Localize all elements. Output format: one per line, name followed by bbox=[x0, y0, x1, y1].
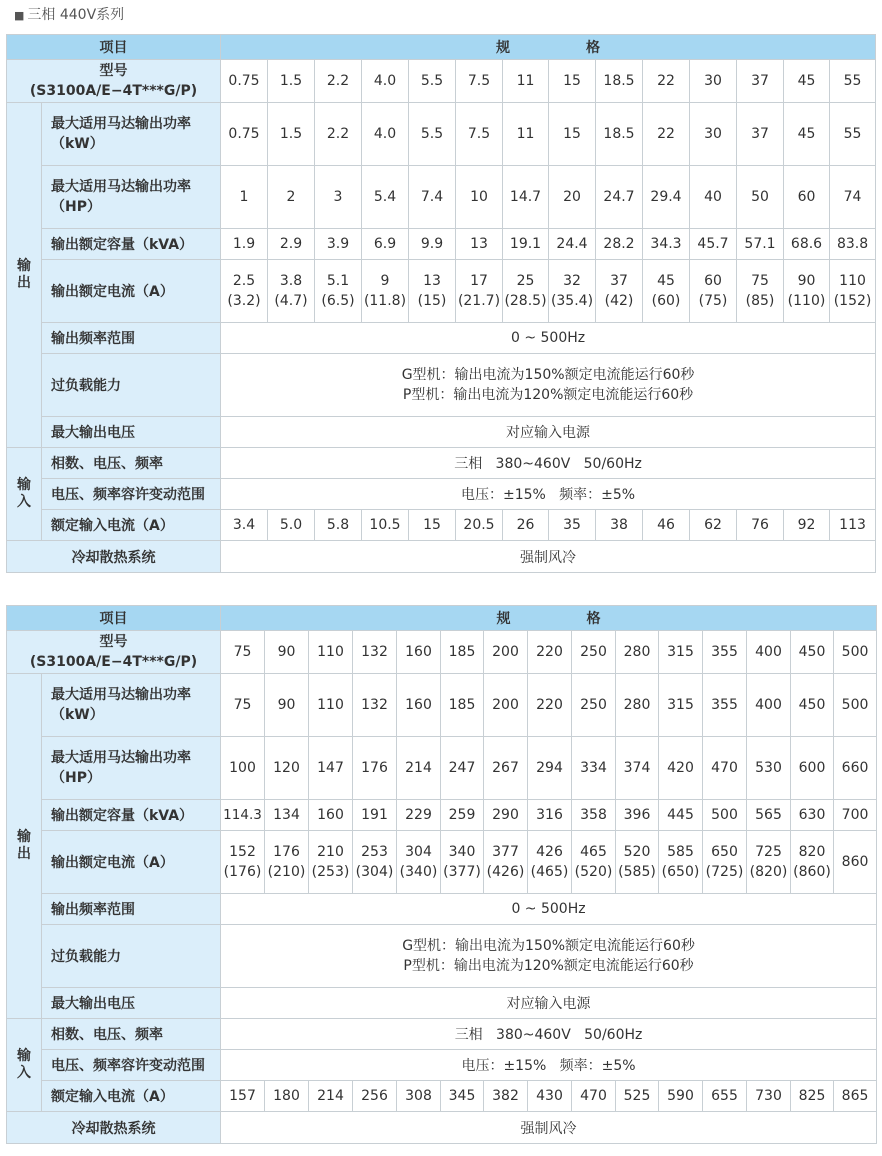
table-cell: 2.9 bbox=[268, 229, 315, 260]
table-cell: 470 bbox=[703, 737, 747, 800]
table-cell: 315 bbox=[659, 674, 703, 737]
table-cell: 820 (860) bbox=[791, 831, 834, 894]
table-cell: 75 bbox=[221, 674, 265, 737]
table-cell: 62 bbox=[690, 510, 737, 541]
phase-label: 相数、电压、频率 bbox=[42, 448, 221, 479]
tolerance-value: 电压：±15% 频率：±5% bbox=[221, 479, 876, 510]
cooling-row bbox=[7, 541, 876, 573]
table-cell: 7.5 bbox=[456, 103, 503, 166]
table-cell: 90 (110) bbox=[784, 260, 830, 323]
table-cell: 450 bbox=[791, 631, 834, 674]
table-cell: 565 bbox=[747, 800, 791, 831]
table-cell: 470 bbox=[572, 1081, 616, 1112]
table-cell: 400 bbox=[747, 631, 791, 674]
table-cell: 147 bbox=[309, 737, 353, 800]
table-cell: 355 bbox=[703, 631, 747, 674]
spec-table-1 bbox=[6, 34, 876, 573]
table-cell: 220 bbox=[528, 674, 572, 737]
tolerance-value: 电压：±15% 频率：±5% bbox=[221, 1050, 877, 1081]
table-cell: 730 bbox=[747, 1081, 791, 1112]
table-cell: 176 bbox=[353, 737, 397, 800]
max-kw-label: 最大适用马达输出功率 （kW） bbox=[42, 103, 221, 166]
table-cell: 74 bbox=[830, 166, 876, 229]
table-cell: 7.4 bbox=[409, 166, 456, 229]
table-cell: 250 bbox=[572, 631, 616, 674]
table-cell: 20 bbox=[549, 166, 596, 229]
model-label-text: 型号 bbox=[99, 634, 128, 650]
table-cell: 46 bbox=[643, 510, 690, 541]
table-cell: 358 bbox=[572, 800, 616, 831]
spec-header-a: 规 bbox=[496, 611, 511, 627]
max-hp-row bbox=[7, 166, 876, 229]
table-cell: 37 bbox=[737, 103, 784, 166]
table-cell: 55 bbox=[830, 60, 876, 103]
table-cell: 200 bbox=[484, 631, 528, 674]
freq-range-value: 0 ~ 500Hz bbox=[221, 323, 876, 354]
item-header: 项目 bbox=[7, 35, 221, 60]
table-cell: 92 bbox=[784, 510, 830, 541]
table-cell: 120 bbox=[265, 737, 309, 800]
table-cell: 60 (75) bbox=[690, 260, 737, 323]
table-cell: 334 bbox=[572, 737, 616, 800]
max-voltage-label: 最大输出电压 bbox=[42, 988, 221, 1019]
freq-range-label: 输出频率范围 bbox=[42, 894, 221, 925]
table-cell: 214 bbox=[397, 737, 441, 800]
table-cell: 220 bbox=[528, 631, 572, 674]
table-cell: 180 bbox=[265, 1081, 309, 1112]
max-voltage-value: 对应输入电源 bbox=[221, 417, 876, 448]
table-cell: 660 bbox=[834, 737, 877, 800]
table-cell: 5.5 bbox=[409, 103, 456, 166]
table-cell: 185 bbox=[441, 674, 484, 737]
table-cell: 530 bbox=[747, 737, 791, 800]
table-cell: 210 (253) bbox=[309, 831, 353, 894]
table-cell: 865 bbox=[834, 1081, 877, 1112]
table-cell: 25 (28.5) bbox=[503, 260, 549, 323]
input-group-label: 输入 bbox=[7, 1019, 42, 1112]
table-cell: 520 (585) bbox=[616, 831, 659, 894]
header-row bbox=[7, 606, 877, 631]
table-cell: 14.7 bbox=[503, 166, 549, 229]
tolerance-label: 电压、频率容许变动范围 bbox=[42, 1050, 221, 1081]
max-voltage-label: 最大输出电压 bbox=[42, 417, 221, 448]
max-hp-label: 最大适用马达输出功率 （HP） bbox=[42, 737, 221, 800]
output-current-row bbox=[7, 831, 877, 894]
overload-value: G型机：输出电流为150%额定电流能运行60秒 P型机：输出电流为120%额定电流能运行60秒 bbox=[221, 925, 877, 988]
table-cell: 590 bbox=[659, 1081, 703, 1112]
table-cell: 229 bbox=[397, 800, 441, 831]
phase-row bbox=[7, 1019, 877, 1050]
table-cell: 465 (520) bbox=[572, 831, 616, 894]
model-label bbox=[7, 631, 221, 674]
table-cell: 6.9 bbox=[362, 229, 409, 260]
kva-row bbox=[7, 229, 876, 260]
table-cell: 45 (60) bbox=[643, 260, 690, 323]
phase-value: 三相 380~460V 50/60Hz bbox=[221, 1019, 877, 1050]
header-row bbox=[7, 35, 876, 60]
table-cell: 585 (650) bbox=[659, 831, 703, 894]
output-group-label: 输出 bbox=[7, 103, 42, 448]
phase-row bbox=[7, 448, 876, 479]
table-cell: 316 bbox=[528, 800, 572, 831]
table-cell: 100 bbox=[221, 737, 265, 800]
kva-label: 输出额定容量（kVA） bbox=[42, 229, 221, 260]
square-bullet-icon: ■ bbox=[14, 9, 25, 22]
cooling-label: 冷却散热系统 bbox=[7, 541, 221, 573]
table-cell: 30 bbox=[690, 60, 737, 103]
table-cell: 32 (35.4) bbox=[549, 260, 596, 323]
table-cell: 259 bbox=[441, 800, 484, 831]
table-cell: 355 bbox=[703, 674, 747, 737]
page-title-text: 三相 440V系列 bbox=[27, 7, 125, 23]
table-cell: 160 bbox=[397, 674, 441, 737]
table-cell: 90 bbox=[265, 631, 309, 674]
table-cell: 450 bbox=[791, 674, 834, 737]
table-cell: 176 (210) bbox=[265, 831, 309, 894]
page-title bbox=[14, 6, 124, 25]
table-cell: 426 (465) bbox=[528, 831, 572, 894]
table-cell: 57.1 bbox=[737, 229, 784, 260]
table-cell: 50 bbox=[737, 166, 784, 229]
output-group-label: 输出 bbox=[7, 674, 42, 1019]
output-current-row bbox=[7, 260, 876, 323]
table-cell: 315 bbox=[659, 631, 703, 674]
model-label bbox=[7, 60, 221, 103]
table-cell: 1 bbox=[221, 166, 268, 229]
table-cell: 37 bbox=[737, 60, 784, 103]
spec-header-a: 规 bbox=[496, 40, 511, 56]
table-cell: 3 bbox=[315, 166, 362, 229]
table-cell: 420 bbox=[659, 737, 703, 800]
input-current-label: 额定输入电流（A） bbox=[42, 1081, 221, 1112]
table-cell: 157 bbox=[221, 1081, 265, 1112]
table-cell: 60 bbox=[784, 166, 830, 229]
table-cell: 2.5 (3.2) bbox=[221, 260, 268, 323]
table-cell: 200 bbox=[484, 674, 528, 737]
table-cell: 18.5 bbox=[596, 103, 643, 166]
max-hp-label: 最大适用马达输出功率 （HP） bbox=[42, 166, 221, 229]
table-cell: 18.5 bbox=[596, 60, 643, 103]
table-cell: 191 bbox=[353, 800, 397, 831]
table-cell: 20.5 bbox=[456, 510, 503, 541]
table-cell: 55 bbox=[830, 103, 876, 166]
table-cell: 630 bbox=[791, 800, 834, 831]
table-cell: 304 (340) bbox=[397, 831, 441, 894]
output-current-label: 输出额定电流（A） bbox=[42, 260, 221, 323]
table-cell: 110 bbox=[309, 631, 353, 674]
table-cell: 45.7 bbox=[690, 229, 737, 260]
table-cell: 26 bbox=[503, 510, 549, 541]
cooling-row bbox=[7, 1112, 877, 1144]
table-cell: 345 bbox=[441, 1081, 484, 1112]
table-cell: 134 bbox=[265, 800, 309, 831]
input-current-row bbox=[7, 1081, 877, 1112]
overload-row bbox=[7, 354, 876, 417]
table-cell: 250 bbox=[572, 674, 616, 737]
table-cell: 22 bbox=[643, 60, 690, 103]
model-code: (S3100A/E−4T***G/P) bbox=[29, 654, 198, 670]
table-cell: 1.5 bbox=[268, 103, 315, 166]
table-cell: 30 bbox=[690, 103, 737, 166]
table-cell: 256 bbox=[353, 1081, 397, 1112]
table-cell: 2.2 bbox=[315, 60, 362, 103]
table-cell: 4.0 bbox=[362, 103, 409, 166]
table-cell: 0.75 bbox=[221, 60, 268, 103]
table-cell: 132 bbox=[353, 674, 397, 737]
table-cell: 75 (85) bbox=[737, 260, 784, 323]
table-cell: 7.5 bbox=[456, 60, 503, 103]
table-cell: 152 (176) bbox=[221, 831, 265, 894]
table-cell: 525 bbox=[616, 1081, 659, 1112]
model-label-text: 型号 bbox=[99, 63, 128, 79]
output-current-label: 输出额定电流（A） bbox=[42, 831, 221, 894]
table-cell: 400 bbox=[747, 674, 791, 737]
overload-value: G型机：输出电流为150%额定电流能运行60秒 P型机：输出电流为120%额定电流能运行60秒 bbox=[221, 354, 876, 417]
max-hp-row bbox=[7, 737, 877, 800]
table-cell: 725 (820) bbox=[747, 831, 791, 894]
table-cell: 15 bbox=[409, 510, 456, 541]
freq-range-row bbox=[7, 894, 877, 925]
table-cell: 76 bbox=[737, 510, 784, 541]
table-cell: 68.6 bbox=[784, 229, 830, 260]
table-cell: 11 bbox=[503, 60, 549, 103]
table-cell: 45 bbox=[784, 103, 830, 166]
item-header: 项目 bbox=[7, 606, 221, 631]
table-cell: 11 bbox=[503, 103, 549, 166]
overload-label: 过负载能力 bbox=[42, 354, 221, 417]
table-cell: 13 (15) bbox=[409, 260, 456, 323]
table-cell: 267 bbox=[484, 737, 528, 800]
max-kw-row bbox=[7, 674, 877, 737]
table-cell: 308 bbox=[397, 1081, 441, 1112]
table-cell: 15 bbox=[549, 60, 596, 103]
table-cell: 214 bbox=[309, 1081, 353, 1112]
table-cell: 655 bbox=[703, 1081, 747, 1112]
table-cell: 280 bbox=[616, 674, 659, 737]
table-cell: 110 (152) bbox=[830, 260, 876, 323]
table-cell: 1.5 bbox=[268, 60, 315, 103]
table-cell: 22 bbox=[643, 103, 690, 166]
max-voltage-value: 对应输入电源 bbox=[221, 988, 877, 1019]
table-cell: 9.9 bbox=[409, 229, 456, 260]
max-voltage-row bbox=[7, 988, 877, 1019]
table-cell: 290 bbox=[484, 800, 528, 831]
table-cell: 430 bbox=[528, 1081, 572, 1112]
input-current-label: 额定输入电流（A） bbox=[42, 510, 221, 541]
table-cell: 5.8 bbox=[315, 510, 362, 541]
overload-label: 过负载能力 bbox=[42, 925, 221, 988]
table-cell: 19.1 bbox=[503, 229, 549, 260]
table-cell: 24.7 bbox=[596, 166, 643, 229]
table-cell: 160 bbox=[309, 800, 353, 831]
table-cell: 24.4 bbox=[549, 229, 596, 260]
table-cell: 500 bbox=[703, 800, 747, 831]
table-cell: 3.8 (4.7) bbox=[268, 260, 315, 323]
table-cell: 132 bbox=[353, 631, 397, 674]
input-group-label: 输入 bbox=[7, 448, 42, 541]
max-voltage-row bbox=[7, 417, 876, 448]
table-cell: 600 bbox=[791, 737, 834, 800]
table-cell: 294 bbox=[528, 737, 572, 800]
cooling-value: 强制风冷 bbox=[221, 541, 876, 573]
table-cell: 114.3 bbox=[221, 800, 265, 831]
max-kw-row bbox=[7, 103, 876, 166]
freq-range-value: 0 ~ 500Hz bbox=[221, 894, 877, 925]
table-cell: 280 bbox=[616, 631, 659, 674]
table-cell: 2 bbox=[268, 166, 315, 229]
table-cell: 396 bbox=[616, 800, 659, 831]
table-cell: 374 bbox=[616, 737, 659, 800]
table-cell: 445 bbox=[659, 800, 703, 831]
table-cell: 5.4 bbox=[362, 166, 409, 229]
table-cell: 110 bbox=[309, 674, 353, 737]
phase-label: 相数、电压、频率 bbox=[42, 1019, 221, 1050]
table-cell: 75 bbox=[221, 631, 265, 674]
table-cell: 1.9 bbox=[221, 229, 268, 260]
table-cell: 3.9 bbox=[315, 229, 362, 260]
table-cell: 5.0 bbox=[268, 510, 315, 541]
tolerance-label: 电压、频率容许变动范围 bbox=[42, 479, 221, 510]
table-cell: 83.8 bbox=[830, 229, 876, 260]
table-cell: 340 (377) bbox=[441, 831, 484, 894]
model-row bbox=[7, 631, 877, 674]
table-cell: 29.4 bbox=[643, 166, 690, 229]
freq-range-row bbox=[7, 323, 876, 354]
table-cell: 35 bbox=[549, 510, 596, 541]
table-cell: 2.2 bbox=[315, 103, 362, 166]
table-cell: 28.2 bbox=[596, 229, 643, 260]
model-row bbox=[7, 60, 876, 103]
table-cell: 90 bbox=[265, 674, 309, 737]
table-cell: 860 bbox=[834, 831, 877, 894]
table-cell: 185 bbox=[441, 631, 484, 674]
table-cell: 500 bbox=[834, 674, 877, 737]
phase-value: 三相 380~460V 50/60Hz bbox=[221, 448, 876, 479]
cooling-value: 强制风冷 bbox=[221, 1112, 877, 1144]
table-cell: 13 bbox=[456, 229, 503, 260]
tolerance-row bbox=[7, 479, 876, 510]
spec-header bbox=[221, 606, 877, 631]
table-cell: 650 (725) bbox=[703, 831, 747, 894]
table-cell: 382 bbox=[484, 1081, 528, 1112]
freq-range-label: 输出频率范围 bbox=[42, 323, 221, 354]
table-cell: 40 bbox=[690, 166, 737, 229]
table-cell: 247 bbox=[441, 737, 484, 800]
tolerance-row bbox=[7, 1050, 877, 1081]
table-cell: 700 bbox=[834, 800, 877, 831]
cooling-label: 冷却散热系统 bbox=[7, 1112, 221, 1144]
table-cell: 253 (304) bbox=[353, 831, 397, 894]
table-cell: 113 bbox=[830, 510, 876, 541]
table-cell: 38 bbox=[596, 510, 643, 541]
kva-label: 输出额定容量（kVA） bbox=[42, 800, 221, 831]
table-cell: 377 (426) bbox=[484, 831, 528, 894]
table-cell: 0.75 bbox=[221, 103, 268, 166]
overload-row bbox=[7, 925, 877, 988]
table-cell: 10 bbox=[456, 166, 503, 229]
model-code: (S3100A/E−4T***G/P) bbox=[29, 83, 198, 99]
table-cell: 10.5 bbox=[362, 510, 409, 541]
table-cell: 37 (42) bbox=[596, 260, 643, 323]
table-cell: 5.1 (6.5) bbox=[315, 260, 362, 323]
table-cell: 3.4 bbox=[221, 510, 268, 541]
spec-header-b: 格 bbox=[586, 611, 601, 627]
table-cell: 45 bbox=[784, 60, 830, 103]
table-cell: 34.3 bbox=[643, 229, 690, 260]
kva-row bbox=[7, 800, 877, 831]
table-cell: 9 (11.8) bbox=[362, 260, 409, 323]
table-cell: 500 bbox=[834, 631, 877, 674]
table-cell: 4.0 bbox=[362, 60, 409, 103]
input-current-row bbox=[7, 510, 876, 541]
table-cell: 160 bbox=[397, 631, 441, 674]
spec-header bbox=[221, 35, 876, 60]
table-cell: 825 bbox=[791, 1081, 834, 1112]
table-cell: 15 bbox=[549, 103, 596, 166]
spec-table-2 bbox=[6, 605, 877, 1144]
table-cell: 5.5 bbox=[409, 60, 456, 103]
table-cell: 17 (21.7) bbox=[456, 260, 503, 323]
spec-header-b: 格 bbox=[586, 40, 601, 56]
max-kw-label: 最大适用马达输出功率 （kW） bbox=[42, 674, 221, 737]
